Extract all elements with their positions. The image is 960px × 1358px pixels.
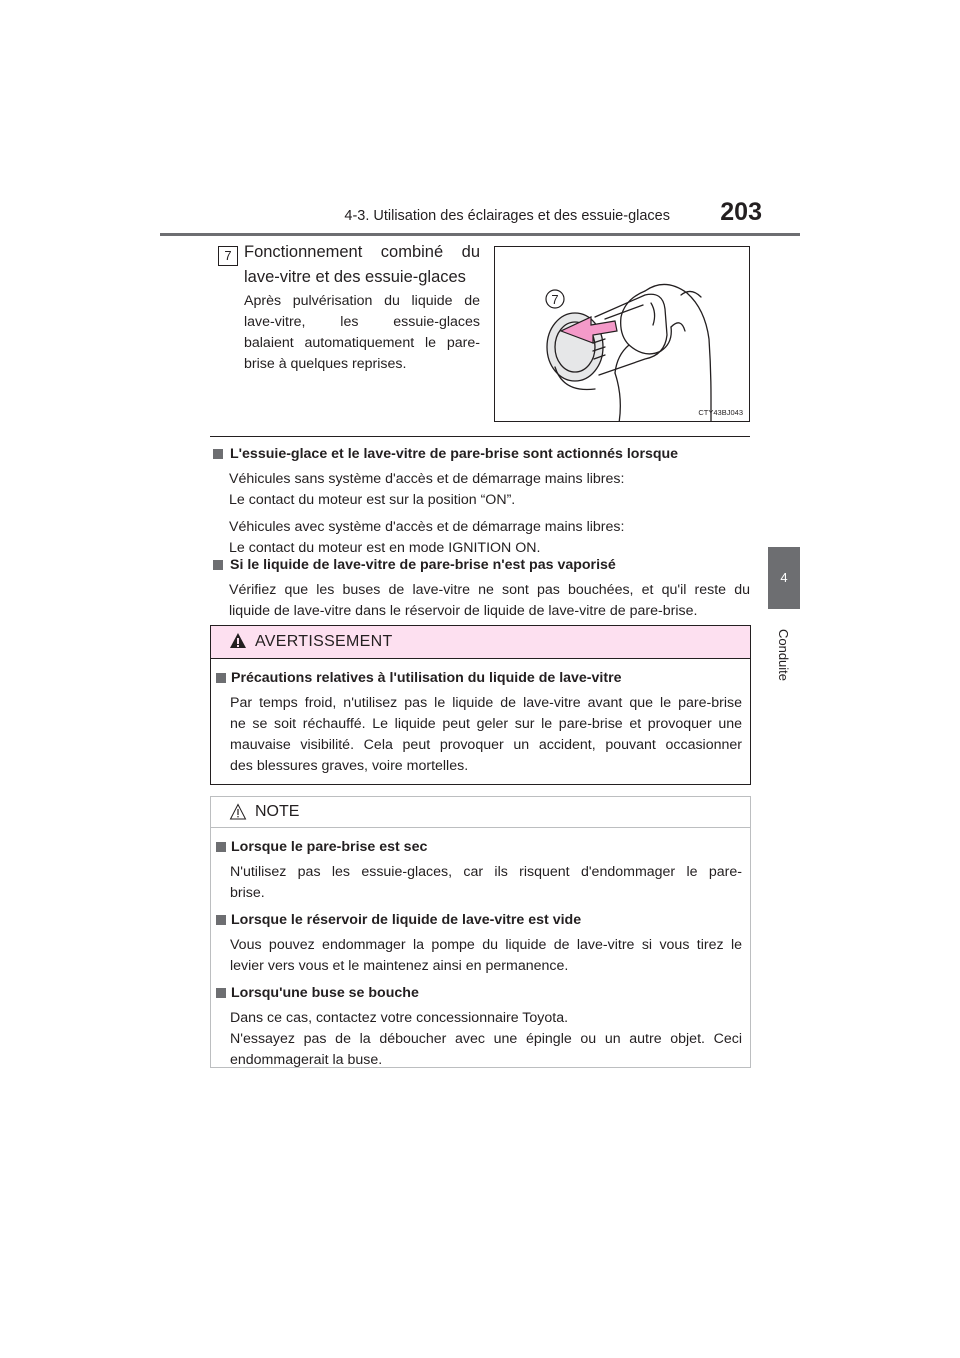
- paragraph: [210, 580, 750, 622]
- section-heading: [210, 444, 750, 465]
- paragraph-line: Le contact du moteur est en mode IGNITION ON.: [229, 540, 541, 556]
- warning-line: ne se soit réchauffé. Le liquide peut geler sur le pare-brise et provoquer une: [230, 716, 742, 732]
- note-line: N'essayez pas de la déboucher avec une épingle ou un autre objet. Ceci: [230, 1031, 742, 1047]
- warning-box: [210, 625, 751, 785]
- step-description-line: Après pulvérisation du liquide de: [244, 293, 480, 309]
- note-heading-text: Lorsque le réservoir de liquide de lave-vitre est vide: [231, 912, 582, 928]
- warning-triangle-icon: [229, 632, 247, 650]
- note-text: [211, 1008, 752, 1071]
- page-number: 203: [720, 198, 762, 226]
- caution-triangle-icon: [229, 803, 247, 821]
- note-heading: [211, 837, 752, 858]
- step-title-line: lave-vitre et des essuie-glaces: [244, 268, 466, 286]
- note-line: Vous pouvez endommager la pompe du liquide de lave-vitre si vous tirez le: [230, 937, 742, 953]
- step-number-box: 7: [218, 246, 238, 266]
- paragraph-line: Le contact du moteur est sur la position “ON”.: [229, 492, 516, 508]
- header-rule: [160, 233, 800, 236]
- square-bullet-icon: [216, 842, 226, 852]
- warning-line: des blessures graves, voire mortelles.: [230, 758, 469, 774]
- note-line: brise.: [230, 885, 265, 901]
- note-heading-text: Lorsqu'une buse se bouche: [231, 985, 419, 1001]
- step-title-line: Fonctionnement combiné du: [244, 243, 480, 261]
- section-title: 4-3. Utilisation des éclairages et des essuie-glaces: [344, 208, 670, 224]
- note-header: [211, 797, 750, 828]
- step-title: [244, 240, 480, 290]
- note-content: [211, 837, 752, 1071]
- note-heading-text: Lorsque le pare-brise est sec: [231, 839, 428, 855]
- square-bullet-icon: [213, 449, 223, 459]
- section-heading: [210, 555, 750, 576]
- note-box: [210, 796, 751, 1068]
- warning-heading: [211, 668, 752, 689]
- warning-heading-text: Précautions relatives à l'utilisation du liquide de lave-vitre: [231, 670, 622, 686]
- warning-title: AVERTISSEMENT: [255, 633, 393, 650]
- note-line: Dans ce cas, contactez votre concessionnaire Toyota.: [230, 1010, 569, 1026]
- paragraph-line: Véhicules avec système d'accès et de démarrage mains libres:: [229, 519, 625, 535]
- square-bullet-icon: [216, 673, 226, 683]
- paragraph: [210, 517, 750, 559]
- warning-line: mauvaise visibilité. Cela peut provoquer un accident, pouvant occasionner: [230, 737, 742, 753]
- figure-code: CTY43BJ043: [698, 408, 743, 417]
- step-description-line: brise à quelques reprises.: [244, 356, 407, 372]
- step-description-line: balaient automatiquement le pare-: [244, 335, 480, 351]
- warning-header: [211, 626, 750, 659]
- callout-number: 7: [551, 292, 559, 307]
- paragraph-line: Véhicules sans système d'accès et de démarrage mains libres:: [229, 471, 625, 487]
- square-bullet-icon: [216, 915, 226, 925]
- square-bullet-icon: [216, 988, 226, 998]
- paragraph-line: liquide de lave-vitre dans le réservoir de liquide de lave-vitre de pare-brise.: [229, 603, 698, 619]
- warning-line: Par temps froid, n'utilisez pas le liquide de lave-vitre avant que le pare-brise: [230, 695, 742, 711]
- step-description-line: lave-vitre, les essuie-glaces: [244, 314, 480, 330]
- note-heading: [211, 983, 752, 1004]
- step-description: [244, 291, 480, 375]
- square-bullet-icon: [213, 560, 223, 570]
- note-text: [211, 862, 752, 904]
- note-title: NOTE: [255, 803, 300, 820]
- warning-text: [211, 693, 752, 777]
- note-line: endommagerait la buse.: [230, 1052, 383, 1068]
- note-line: N'utilisez pas les essuie-glaces, car ils risquent d'endommager le pare-: [230, 864, 742, 880]
- paragraph: [210, 469, 750, 511]
- wiper-lever-illustration: [494, 246, 750, 422]
- note-line: levier vers vous et le maintenez ainsi en permanence.: [230, 958, 569, 974]
- section-heading-text: L'essuie-glace et le lave-vitre de pare-brise sont actionnés lorsque: [230, 446, 679, 462]
- note-heading: [211, 910, 752, 931]
- hand-pulling-lever-drawing: [495, 247, 750, 422]
- section-divider: [210, 436, 750, 437]
- chapter-tab: 4: [768, 547, 800, 609]
- info-section: [210, 555, 750, 622]
- info-section: [210, 444, 750, 559]
- chapter-label: Conduite: [776, 628, 791, 682]
- paragraph-line: Vérifiez que les buses de lave-vitre ne sont pas bouchées, et qu'il reste du: [229, 582, 750, 598]
- section-heading-text: Si le liquide de lave-vitre de pare-brise n'est pas vaporisé: [230, 557, 616, 573]
- warning-content: [211, 668, 752, 777]
- note-text: [211, 935, 752, 977]
